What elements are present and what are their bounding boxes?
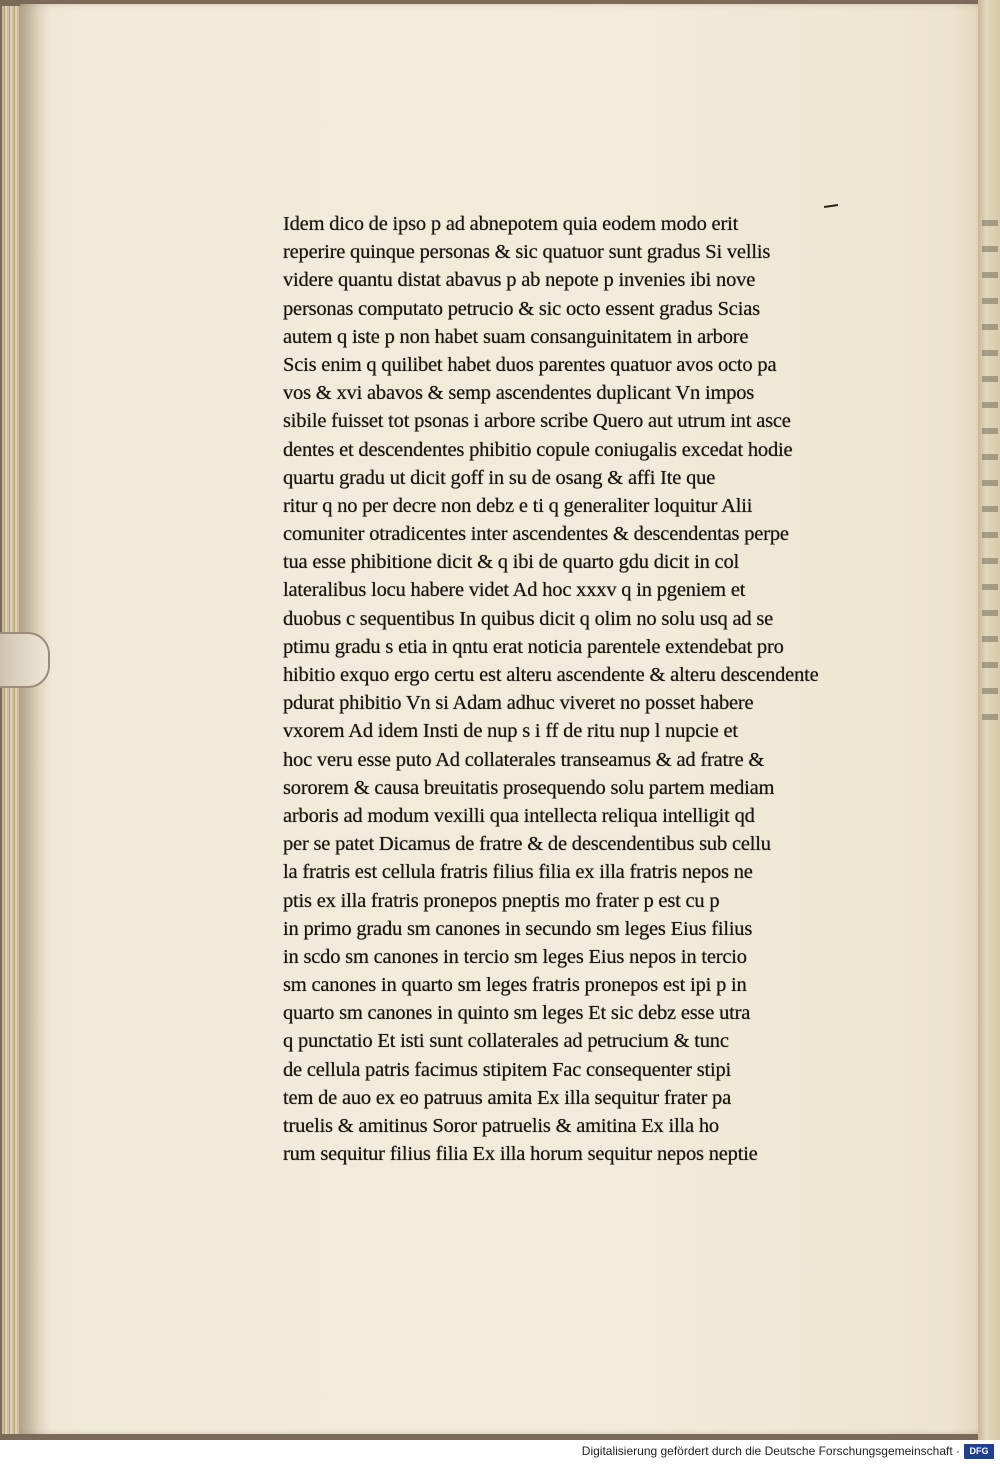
text-line: quartu gradu ut dicit goff in su de osang & affi Ite que xyxy=(283,466,716,489)
text-line: ptis ex illa fratris pronepos pneptis mo frater p est cu p xyxy=(283,889,720,912)
text-line: Scis enim q quilibet habet duos parentes quatuor avos octo pa xyxy=(283,353,777,376)
text-line: per se patet Dicamus de fratre & de descendentibus sub cellu xyxy=(283,833,771,856)
text-line: pdurat phibitio Vn si Adam adhuc viveret no posset habere xyxy=(283,692,754,715)
text-line: duobus c sequentibus In quibus dicit q olim no solu usq ad se xyxy=(283,607,774,630)
text-line: tem de auo ex eo patruus amita Ex illa sequitur frater pa xyxy=(283,1086,731,1109)
book-clasp-icon xyxy=(0,632,50,688)
text-line: personas computato petrucio & sic octo essent gradus Scias xyxy=(283,297,760,320)
text-line: arboris ad modum vexilli qua intellecta reliqua intelligit qd xyxy=(283,804,755,827)
text-line: dentes et descendentes phibitio copule coniugalis excedat hodie xyxy=(283,438,793,461)
text-line: videre quantu distat abavus p ab nepote p invenies ibi nove xyxy=(283,269,756,292)
text-line: quarto sm canones in quinto sm leges Et sic debz esse utra xyxy=(283,1002,751,1025)
text-line: de cellula patris facimus stipitem Fac consequenter stipi xyxy=(283,1058,732,1081)
text-line: vos & xvi abavos & semp ascendentes duplicant Vn impos xyxy=(283,382,755,405)
text-line: hoc veru esse puto Ad collaterales transeamus & ad fratre & xyxy=(283,748,765,771)
text-line: lateralibus locu habere videt Ad hoc xxxv q in pgeniem et xyxy=(283,579,746,602)
text-line: sm canones in quarto sm leges fratris pronepos est ipi p in xyxy=(283,974,747,997)
text-line: la fratris est cellula fratris filius filia ex illa fratris nepos ne xyxy=(283,861,753,884)
bleed-through-text-right xyxy=(982,220,998,740)
text-line: sibile fuisset tot psonas i arbore scribe Quero aut utrum int asce xyxy=(283,410,791,433)
funding-credit: Digitalisierung gefördert durch die Deutsche Forschungsgemeinschaft · xyxy=(581,1444,960,1458)
text-line: sororem & causa breuitatis prosequendo solu partem mediam xyxy=(283,776,775,799)
text-line: Idem dico de ipso p ad abnepotem quia eodem modo erit xyxy=(283,213,739,235)
text-line: reperire quinque personas & sic quatuor sunt gradus Si vellis xyxy=(283,241,771,264)
text-line: ptimu gradu s etia in qntu erat noticia parentele extendebat pro xyxy=(283,635,784,658)
footer-bar xyxy=(0,1440,1000,1464)
text-line: rum sequitur filius filia Ex illa horum sequitur nepos neptie xyxy=(283,1143,758,1166)
gutter-shadow xyxy=(20,4,50,1434)
text-line: tua esse phibitione dicit & q ibi de quarto gdu dicit in col xyxy=(283,551,739,574)
text-line: autem q iste p non habet suam consanguinitatem in arbore xyxy=(283,325,749,348)
text-line: in scdo sm canones in tercio sm leges Eius nepos in tercio xyxy=(283,945,747,968)
text-block xyxy=(283,210,873,1168)
text-line: in primo gradu sm canones in secundo sm leges Eius filius xyxy=(283,917,753,940)
text-line: hibitio exquo ergo certu est alteru ascendente & alteru descendente xyxy=(283,664,819,686)
text-line: ritur q no per decre non debz e ti q generaliter loquitur Alii xyxy=(283,494,753,517)
text-line: truelis & amitinus Soror patruelis & amitina Ex illa ho xyxy=(283,1115,719,1137)
dfg-logo-icon: DFG xyxy=(964,1444,994,1459)
text-line: q punctatio Et isti sunt collaterales ad petrucium & tunc xyxy=(283,1030,729,1053)
text-line: comuniter otradicentes inter ascendentes & descendentas perpe xyxy=(283,523,789,546)
text-line: vxorem Ad idem Insti de nup s i ff de ritu nup l nupcie et xyxy=(283,720,738,743)
